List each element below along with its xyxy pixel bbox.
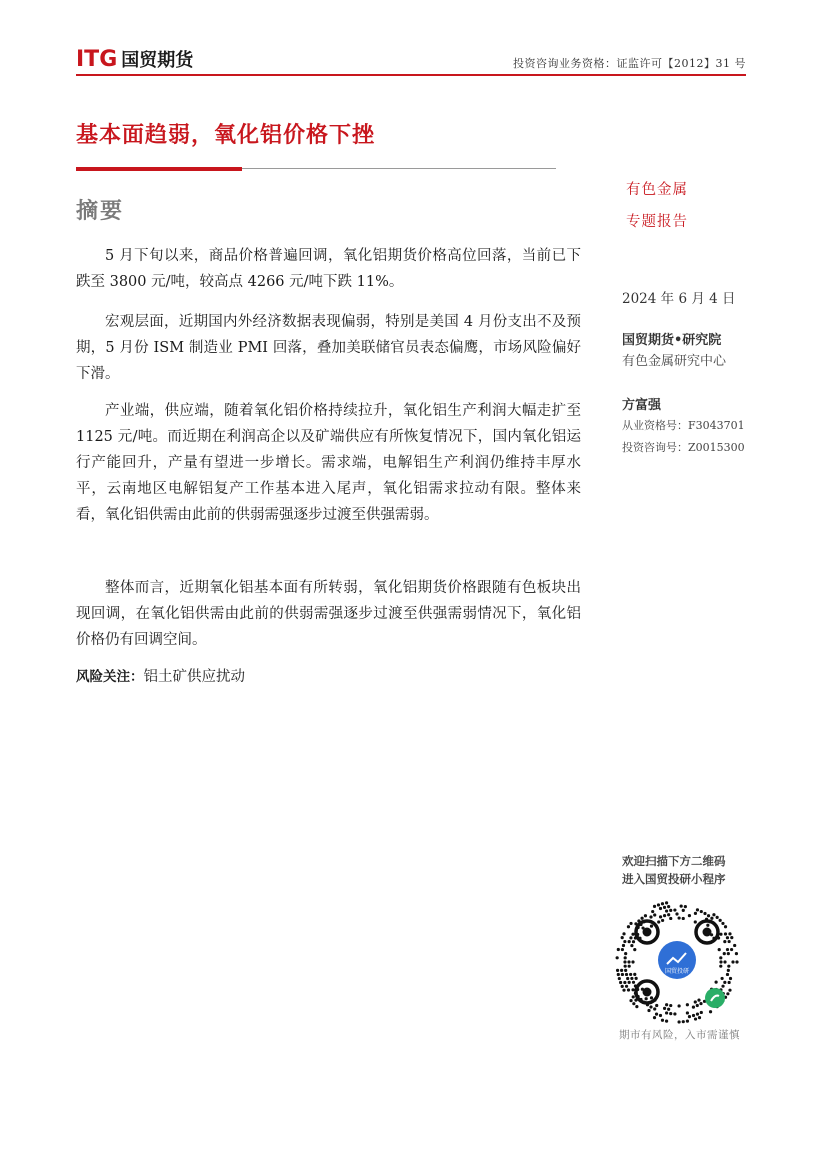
qr-dot	[665, 1003, 668, 1006]
qr-dot	[655, 1013, 658, 1016]
qr-dot	[735, 952, 738, 955]
qr-dot	[623, 940, 626, 943]
qr-dot	[627, 988, 630, 991]
qr-dot	[710, 917, 713, 920]
qr-dot	[627, 925, 630, 928]
qr-dot	[665, 1011, 668, 1014]
header-divider	[76, 74, 746, 76]
qr-dot	[618, 977, 621, 980]
logo-chinese: 国贸期货	[121, 50, 194, 71]
qr-dot	[680, 905, 683, 908]
qr-dot	[647, 1009, 650, 1012]
abstract-heading: 摘要	[76, 198, 125, 224]
qr-dot	[682, 1020, 685, 1023]
qr-dot	[694, 920, 697, 923]
qr-dot	[628, 965, 631, 968]
sidebar-report-type: 专题报告	[626, 214, 688, 230]
qr-dot	[659, 915, 662, 918]
qr-dot	[726, 948, 729, 951]
company-logo	[76, 46, 193, 72]
qr-dot	[624, 956, 627, 959]
qr-dot	[665, 909, 668, 912]
qr-dot	[623, 981, 626, 984]
research-institute: 国贸期货•研究院	[622, 333, 722, 348]
qr-dot	[623, 960, 626, 963]
qr-dot	[696, 1004, 699, 1007]
qr-dot	[727, 952, 730, 955]
qr-dot	[661, 1019, 664, 1022]
qr-dot	[624, 969, 627, 972]
qr-dot	[663, 914, 666, 917]
qr-dot	[635, 977, 638, 980]
qr-dot	[630, 977, 633, 980]
qr-dot	[616, 969, 619, 972]
qr-dot	[712, 913, 715, 916]
qr-dot	[617, 948, 620, 951]
qr-dot	[721, 922, 724, 925]
qr-dot	[631, 988, 634, 991]
qr-dot	[653, 905, 656, 908]
qr-dot	[665, 1019, 668, 1022]
sidebar-category: 有色金属	[626, 182, 688, 198]
qr-dot	[728, 932, 731, 935]
qr-dot	[677, 916, 680, 919]
risk-disclaimer: 期市有风险，入市需谨慎	[619, 1029, 740, 1041]
qr-dot	[631, 933, 634, 936]
qr-dot	[629, 999, 632, 1002]
qr-dot	[625, 973, 628, 976]
qr-dot	[665, 901, 668, 904]
qr-dot	[621, 936, 624, 939]
abstract-paragraph: 宏观层面，近期国内外经济数据表现偏弱，特别是美国 4 月份支出不及预期，5 月份 ISM 制造业 PMI 回落，叠加美联储官员表态偏鹰，市场风险偏好下滑。	[76, 314, 581, 382]
qr-dot	[688, 914, 691, 917]
qr-dot	[659, 1014, 662, 1017]
qr-center-label: 国贸投研	[664, 968, 690, 975]
qr-dot	[673, 908, 676, 911]
report-date: 2024 年 6 月 4 日	[622, 291, 736, 307]
qr-dot	[649, 1005, 652, 1008]
qr-dot	[684, 905, 687, 908]
qr-dot	[728, 989, 731, 992]
license-text: 投资咨询业务资格：证监许可【2012】31 号	[513, 57, 746, 70]
qr-dot	[718, 948, 721, 951]
logo-latin: ITG	[76, 46, 118, 72]
abstract-paragraph: 5 月下旬以来，商品价格普遍回调，氧化铝期货价格高位回落，当前已下跌至 3800 元/吨，较高点 4266 元/吨下跌 11%。	[76, 248, 581, 290]
abstract-paragraph: 产业端，供应端，随着氧化铝价格持续拉升，氧化铝生产利润大幅走扩至 1125 元/吨。而近期在利润高企以及矿端供应有所恢复情况下，国内氧化铝运行产能回升，产量有望进一步增长。需求端，电解铝生产利润仍维持丰厚水平，云南地区电解铝复产工作基本进入尾声，氧化铝需求拉动有限。整体来看，氧化铝供需由此前的供弱需强逐步过渡至供强需弱。	[76, 403, 581, 523]
qr-dot	[700, 910, 703, 913]
qr-dot	[630, 944, 633, 947]
risk-note	[76, 664, 245, 690]
qr-dot	[682, 909, 685, 912]
qr-dot	[731, 960, 734, 963]
qr-dot	[667, 905, 670, 908]
abstract-paragraph: 整体而言，近期氧化铝基本面有所转弱，氧化铝期货价格跟随有色板块出现回调，在氧化铝供需由此前的供弱需强逐步过渡至供强需弱情况下，氧化铝价格仍有回调空间。	[76, 580, 581, 648]
qr-dot	[667, 913, 670, 916]
qr-dot	[728, 940, 731, 943]
qr-dot	[728, 981, 731, 984]
qr-dot	[694, 1000, 697, 1003]
qr-dot	[727, 965, 730, 968]
qr-dot	[697, 999, 700, 1002]
consulting-license-id: 投资咨询号：Z0015300	[622, 441, 745, 454]
qr-dot	[628, 940, 631, 943]
qr-dot	[651, 910, 654, 913]
qr-dot	[617, 973, 620, 976]
qr-dot	[706, 924, 709, 927]
qr-dot	[719, 965, 722, 968]
qr-dot	[640, 917, 643, 920]
qr-dot	[707, 914, 710, 917]
qr-caption: 欢迎扫描下方二维码	[622, 854, 726, 868]
qr-dot	[719, 919, 722, 922]
qr-dot	[629, 922, 632, 925]
title-accent-bar	[76, 167, 242, 171]
qr-dot	[633, 948, 636, 951]
qr-dot	[686, 1011, 689, 1014]
qr-dot	[663, 1007, 666, 1010]
qr-dot	[723, 981, 726, 984]
qr-dot	[669, 909, 672, 912]
author-name: 方富强	[622, 398, 662, 413]
qr-dot	[716, 916, 719, 919]
qr-dot	[688, 1015, 691, 1018]
qr-dot	[627, 960, 630, 963]
qr-dot	[629, 936, 632, 939]
qr-dot	[727, 969, 730, 972]
qr-dot	[650, 996, 653, 999]
qr-dot	[724, 925, 727, 928]
qr-dot	[632, 981, 635, 984]
risk-text: 铝土矿供应扰动	[143, 669, 245, 685]
qr-dot	[694, 1017, 697, 1020]
qr-dot	[619, 981, 622, 984]
qr-dot	[719, 960, 722, 963]
qr-dot	[686, 1019, 689, 1022]
qr-dot	[624, 952, 627, 955]
qr-dot	[715, 981, 718, 984]
qr-dot	[628, 981, 631, 984]
qr-caption: 进入国贸投研小程序	[622, 872, 726, 886]
qr-dot	[669, 1004, 672, 1007]
qr-dot	[632, 1002, 635, 1005]
risk-label: 风险关注：	[76, 669, 144, 685]
qr-dot	[719, 956, 722, 959]
qr-dot	[655, 1004, 658, 1007]
qr-dot	[726, 973, 729, 976]
qr-dot	[726, 936, 729, 939]
qr-dot	[677, 1020, 680, 1023]
qr-dot	[723, 952, 726, 955]
mini-program-qr-code[interactable]	[615, 900, 739, 1024]
qr-dot	[700, 1011, 703, 1014]
qr-dot	[719, 933, 722, 936]
report-title: 基本面趋弱，氧化铝价格下挫	[76, 122, 376, 148]
qr-dot	[657, 920, 660, 923]
qr-dot	[675, 912, 678, 915]
qr-dot	[730, 948, 733, 951]
qr-dot	[632, 940, 635, 943]
qr-dot	[682, 917, 685, 920]
qr-dot	[698, 1016, 701, 1019]
qr-dot	[624, 965, 627, 968]
qr-dot	[721, 977, 724, 980]
qr-dot	[653, 913, 656, 916]
qr-dot	[629, 973, 632, 976]
qr-dot	[726, 992, 729, 995]
research-center: 有色金属研究中心	[622, 354, 727, 369]
qr-dot	[622, 932, 625, 935]
wechat-mini-program-icon	[705, 988, 725, 1008]
qr-dot	[657, 903, 660, 906]
qr-dot	[653, 1007, 656, 1010]
qr-dot	[621, 973, 624, 976]
qr-dot	[677, 1004, 680, 1007]
qr-dot	[667, 1008, 670, 1011]
qr-dot	[730, 936, 733, 939]
qr-dot	[735, 960, 738, 963]
qr-dot	[661, 902, 664, 905]
qr-dot	[644, 914, 647, 917]
qr-dot	[696, 1013, 699, 1016]
qr-dot	[622, 989, 625, 992]
qr-dot	[659, 907, 662, 910]
qr-dot	[616, 956, 619, 959]
qr-dot	[669, 917, 672, 920]
qr-dot	[709, 1010, 712, 1013]
qr-dot	[724, 932, 727, 935]
practice-license-id: 从业资格号：F3043701	[622, 419, 745, 432]
qr-dot	[699, 1002, 702, 1005]
qr-dot	[692, 1014, 695, 1017]
qr-dot	[649, 915, 652, 918]
qr-dot	[661, 919, 664, 922]
qr-dot	[729, 977, 732, 980]
qr-dot	[696, 908, 699, 911]
qr-dot	[632, 995, 635, 998]
qr-dot	[645, 997, 648, 1000]
qr-dot	[692, 1006, 695, 1009]
qr-dot	[694, 912, 697, 915]
qr-dot	[663, 906, 666, 909]
qr-dot	[733, 944, 736, 947]
qr-dot	[622, 944, 625, 947]
qr-dot	[626, 977, 629, 980]
qr-dot	[620, 969, 623, 972]
qr-dot	[625, 985, 628, 988]
qr-dot	[703, 912, 706, 915]
qr-dot	[686, 1003, 689, 1006]
qr-dot	[621, 985, 624, 988]
qr-dot	[631, 960, 634, 963]
qr-dot	[669, 1012, 672, 1015]
qr-dot	[723, 960, 726, 963]
qr-dot	[633, 973, 636, 976]
qr-dot	[653, 1016, 656, 1019]
qr-dot	[621, 948, 624, 951]
qr-dot	[650, 925, 653, 928]
qr-dot	[723, 940, 726, 943]
qr-dot	[635, 1005, 638, 1008]
qr-dot	[673, 1012, 676, 1015]
qr-dot	[721, 985, 724, 988]
